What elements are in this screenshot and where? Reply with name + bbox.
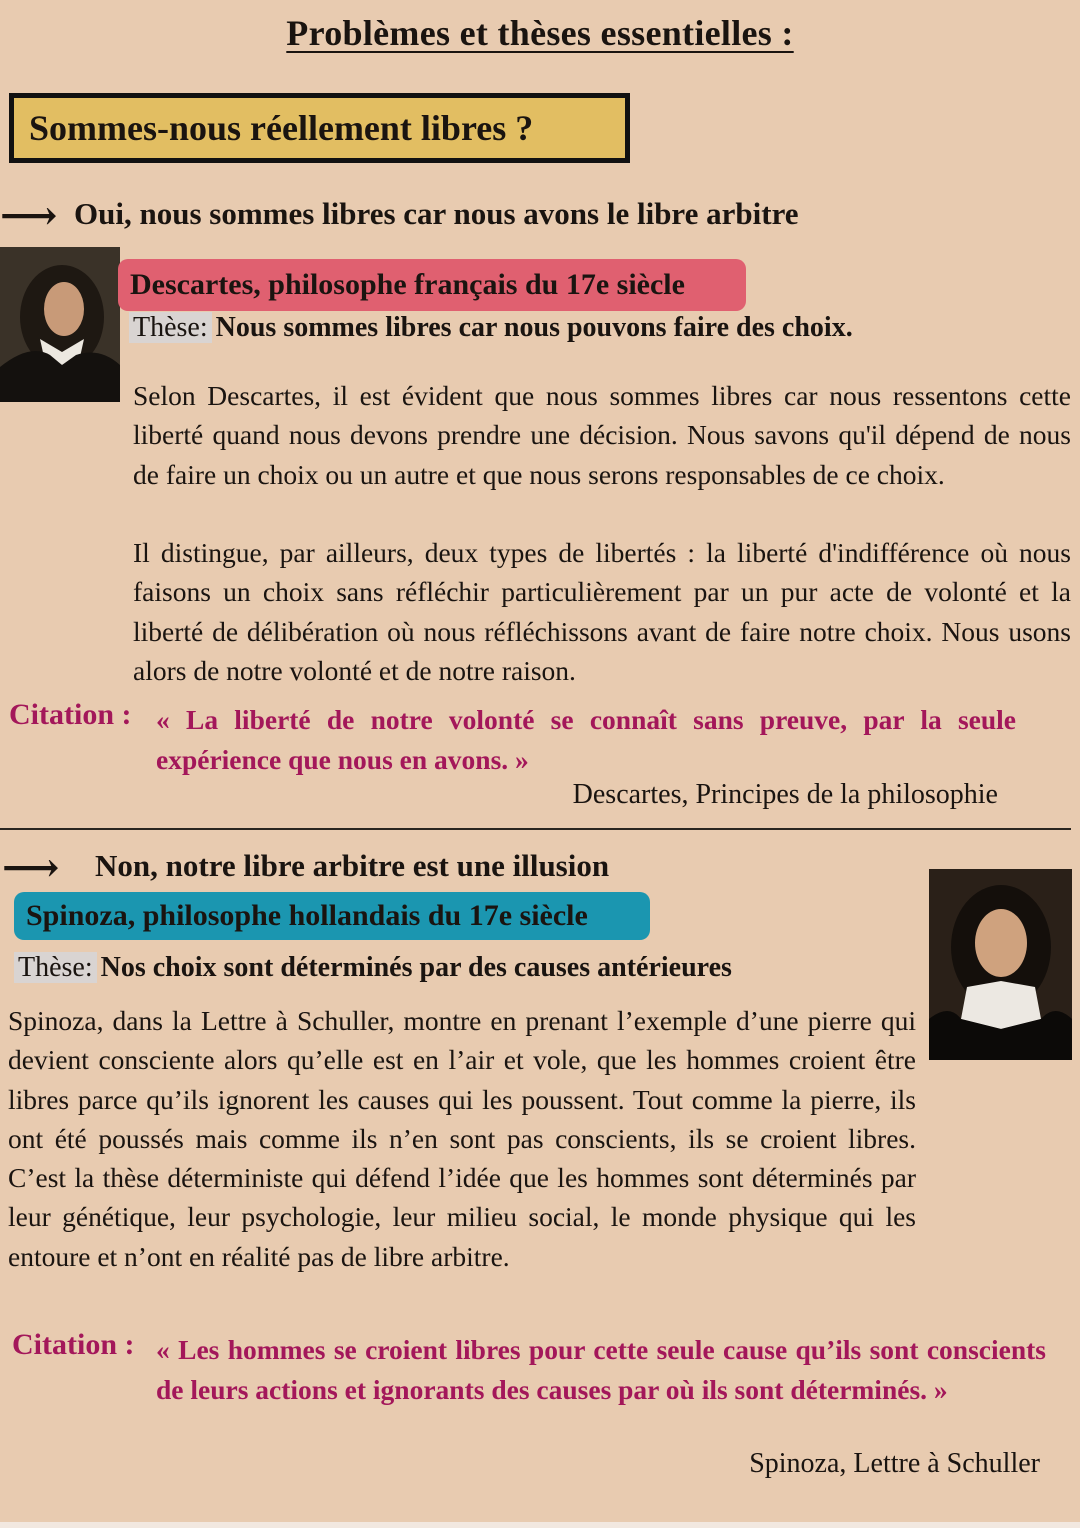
these-row [129, 312, 853, 344]
citation-quote: « La liberté de notre volonté se connaît sans preuve, par la seule expérience que nous en avons. » [156, 704, 1016, 775]
citation-source: Spinoza, Lettre à Schuller [749, 1448, 1040, 1479]
page-title: Problèmes et thèses essentielles : [286, 13, 794, 53]
paragraph: Spinoza, dans la Lettre à Schuller, montre en prenant l’exemple d’une pierre qui devient consciente alors qu’elle est en l’air et vole, que les hommes croient être libres parce qu’ils ignorent les causes qui les poussent. Tout comme la pierre, ils ont été poussés mais comme ils n’en sont pas conscients, ils se croient libres. C’est la thèse déterministe qui défend l’idée que les hommes sont déterminés par leur génétique, leur psychologie, leur milieu social, le monde physique qui les entoure et n’ont en réalité pas de libre arbitre. [8, 1005, 916, 1272]
philosopher-badge-descartes: Descartes, philosophe français du 17e siècle [118, 259, 746, 311]
descartes-portrait [0, 247, 120, 402]
section-heading-no: Non, notre libre arbitre est une illusion [95, 848, 610, 883]
question-text: Sommes-nous réellement libres ? [29, 108, 534, 148]
paragraph: Selon Descartes, il est évident que nous sommes libres car nous ressentons cette liberté quand nous devons prendre une décision. Nous savons qu'il dépend de nous de faire un choix ou un autre et que nous serons responsables de ce choix. [133, 380, 1071, 490]
these-text: Nous sommes libres car nous pouvons faire des choix. [215, 312, 853, 343]
section-divider [0, 828, 1071, 830]
philosopher-badge-spinoza: Spinoza, philosophe hollandais du 17e siècle [14, 892, 650, 940]
citation-quote: « Les hommes se croient libres pour cette seule cause qu’ils sont conscients de leurs actions et ignorants des causes par où ils sont déterminés. » [156, 1334, 1046, 1405]
these-row [14, 952, 732, 984]
citation-source: Descartes, Principes de la philosophie [572, 779, 998, 810]
paragraph: Il distingue, par ailleurs, deux types de libertés : la liberté d'indifférence où nous faisons un choix sans réfléchir particulièrement par un pur acte de volonté et la liberté de délibération où nous réfléchissons avant de faire notre choix. Nous usons alors de notre volonté et de notre raison. [133, 537, 1071, 686]
these-text: Nos choix sont déterminés par des causes antérieures [100, 952, 732, 983]
arrow-right-icon: ⟶ [2, 845, 60, 890]
citation-label: Citation : [9, 698, 132, 731]
arrow-right-icon: ⟶ [0, 193, 58, 238]
citation-label: Citation : [12, 1328, 135, 1361]
these-label: Thèse: [14, 952, 97, 983]
spinoza-portrait [929, 869, 1072, 1060]
section-heading-yes: Oui, nous sommes libres car nous avons le libre arbitre [74, 196, 799, 231]
page-bottom-edge [0, 1522, 1080, 1528]
these-label: Thèse: [129, 312, 212, 343]
question-box [9, 93, 630, 163]
